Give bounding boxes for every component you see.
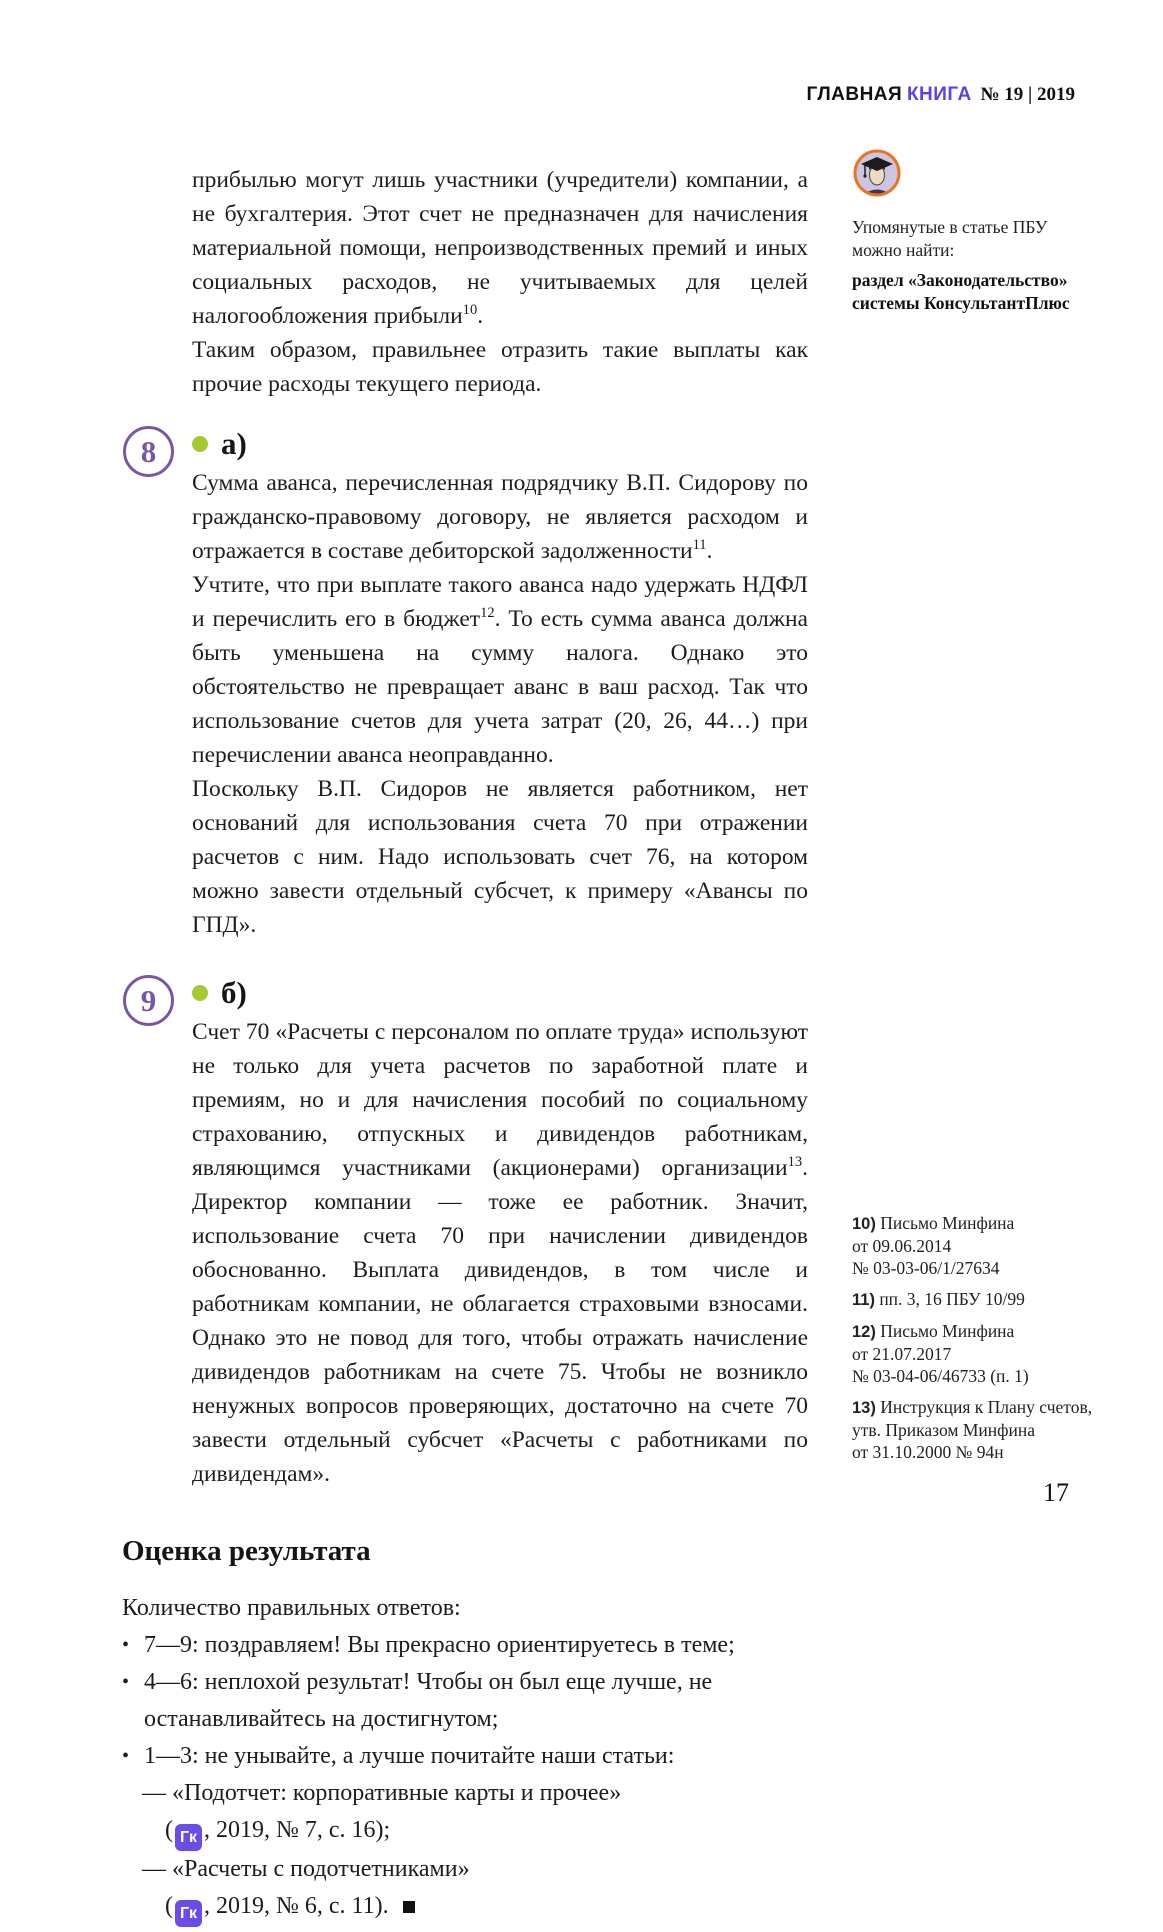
footnote-text: от 31.10.2000 № 94н bbox=[852, 1442, 1004, 1462]
intro-paragraph: Таким образом, правильнее отразить такие выплаты как прочие расходы текущего периода. bbox=[192, 337, 808, 397]
footnote-text: № 03-04-06/46733 (п. 1) bbox=[852, 1366, 1029, 1386]
result-item-text: 7—9: поздравляем! Вы прекрасно ориентируетесь в теме; bbox=[144, 1632, 735, 1658]
sidebar-note-line: Упомянутые в статье ПБУ bbox=[852, 217, 1048, 237]
article-reference: ( Гк , 2019, № 7, с. 16); bbox=[165, 1812, 808, 1851]
recommended-articles bbox=[122, 1775, 808, 1927]
section-heading bbox=[192, 422, 808, 466]
page-number: 17 bbox=[1043, 1478, 1069, 1507]
paragraph: Счет 70 «Расчеты с персоналом по оплате труда» используют не только для учета расчетов по заработной плате и премиям, но и для начисления пособий по социальному страхованию, отпускных и дивидендов работникам, являющимся участниками (акционерами) организации$^{13}$. Директор компании — тоже ее работник. Значит, использование счета 70 при начислении дивидендов обоснованно. Выплата дивидендов, в том числе и работникам компании, не облагается страховыми взносами. Однако это не повод для того, чтобы отражать начисление дивидендов работникам на счете 75. Чтобы не возникло ненужных вопросов проверяющих, достаточно на счете 70 завести отдельный субсчет «Расчеты с работниками по дивидендам». bbox=[192, 1019, 808, 1487]
footnote bbox=[852, 1288, 1152, 1311]
brand-name-part2: КНИГА bbox=[906, 84, 972, 105]
question-number: 9 bbox=[140, 982, 157, 1018]
sidebar-note-bold-line: системы КонсультантПлюс bbox=[852, 293, 1070, 313]
result-item bbox=[122, 1738, 808, 1775]
footnote-marker: 10 bbox=[462, 302, 478, 319]
page-header bbox=[807, 84, 1075, 106]
footnote bbox=[852, 1396, 1152, 1463]
footnote-marker: 11 bbox=[692, 537, 707, 554]
footnote bbox=[852, 1212, 1152, 1279]
result-item bbox=[122, 1627, 808, 1664]
result-item bbox=[122, 1664, 808, 1738]
paragraph: Поскольку В.П. Сидоров не является работником, нет оснований для использования счета 70 при отражении расчетов с ним. Надо использовать счет 76, на котором можно завести отдельный субсчет, к примеру «Авансы по ГПД». bbox=[192, 776, 808, 938]
gk-magazine-icon: Гк bbox=[175, 1900, 202, 1927]
footnotes-block bbox=[852, 1212, 1152, 1472]
footnote-number: 11) bbox=[852, 1291, 875, 1309]
answer-section-9 bbox=[122, 971, 808, 1491]
issue-number: № 19 | 2019 bbox=[980, 84, 1075, 105]
results-list bbox=[122, 1627, 808, 1775]
sidebar-note-bold bbox=[852, 269, 1102, 315]
question-number-badge bbox=[123, 426, 174, 477]
sidebar-note-line: можно найти: bbox=[852, 240, 955, 260]
answer-section-8 bbox=[122, 422, 808, 942]
result-item-text: 1—3: не унывайте, а лучше почитайте наши статьи: bbox=[144, 1743, 675, 1769]
list-bullet-icon: • bbox=[122, 1671, 130, 1693]
results-intro: Количество правильных ответов: bbox=[122, 1595, 461, 1621]
list-bullet-icon: • bbox=[122, 1634, 130, 1656]
footnote-text: от 09.06.2014 bbox=[852, 1236, 952, 1256]
results-heading: Оценка результата bbox=[122, 1535, 371, 1567]
end-of-article-marker bbox=[403, 1901, 415, 1913]
footnote-text: № 03-03-06/1/27634 bbox=[852, 1258, 1000, 1278]
paragraph: Учтите, что при выплате такого аванса надо удержать НДФЛ и перечислить его в бюджет$^{12}$. То есть сумма аванса должна быть уменьшена на сумму налога. Однако это обстоятельство не превращает аванс в ваш расход. Так что использование счетов для учета затрат (20, 26, 44…) при перечислении аванса неоправданно. bbox=[192, 572, 808, 768]
section-body bbox=[192, 466, 808, 942]
footnote-number: 10) bbox=[852, 1215, 876, 1233]
result-item-text: 4—6: неплохой результат! Чтобы он был еще лучше, не останавливайтесь на достигнутом; bbox=[144, 1669, 713, 1732]
footnote-text: утв. Приказом Минфина bbox=[852, 1420, 1035, 1440]
article-title: — «Подотчет: корпоративные карты и прочее» bbox=[142, 1780, 622, 1806]
question-number: 8 bbox=[140, 433, 157, 469]
footnote-marker: 13 bbox=[787, 1154, 803, 1171]
list-bullet-icon: • bbox=[122, 1745, 130, 1767]
footnote-number: 13) bbox=[852, 1399, 876, 1417]
footnote-number: 12) bbox=[852, 1323, 876, 1341]
intro-block bbox=[192, 163, 808, 401]
intro-paragraph: прибылью могут лишь участники (учредители) компании, а не бухгалтерия. Этот счет не предназначен для начисления материальной помощи, непроизводственных премий и иных социальных расходов, не учитываемых для целей налогообложения прибыли$^{10}$. bbox=[192, 167, 808, 329]
brand-name-part1: ГЛАВНАЯ bbox=[806, 84, 903, 105]
footnote-text: Письмо Минфина bbox=[880, 1213, 1015, 1233]
answer-letter: а) bbox=[221, 426, 247, 461]
footnote bbox=[852, 1320, 1152, 1387]
answer-letter: б) bbox=[221, 975, 247, 1010]
section-body bbox=[192, 1015, 808, 1491]
article-reference: ( Гк , 2019, № 6, с. 11). bbox=[165, 1888, 808, 1927]
section-heading bbox=[192, 971, 808, 1015]
footnote-text: Инструкция к Плану счетов, bbox=[880, 1397, 1093, 1417]
footnote-marker: 12 bbox=[480, 605, 495, 622]
question-number-badge bbox=[123, 975, 174, 1026]
main-column bbox=[122, 163, 808, 1927]
sidebar-note bbox=[852, 148, 1102, 315]
footnote-text: от 21.07.2017 bbox=[852, 1344, 952, 1364]
footnote-text: пп. 3, 16 ПБУ 10/99 bbox=[879, 1289, 1025, 1309]
sidebar-note-bold-line: раздел «Законодательство» bbox=[852, 270, 1068, 290]
footnote-text: Письмо Минфина bbox=[880, 1321, 1015, 1341]
scholar-icon bbox=[852, 148, 1102, 204]
gk-magazine-icon: Гк bbox=[175, 1824, 202, 1851]
paragraph: Сумма аванса, перечисленная подрядчику В.П. Сидорову по гражданско-правовому договору, не является расходом и отражается в составе дебиторской задолженности$^{11}$. bbox=[192, 470, 808, 564]
bullet-dot-icon bbox=[192, 985, 208, 1001]
bullet-dot-icon bbox=[192, 436, 208, 452]
article-title: — «Расчеты с подотчетниками» bbox=[142, 1856, 470, 1882]
